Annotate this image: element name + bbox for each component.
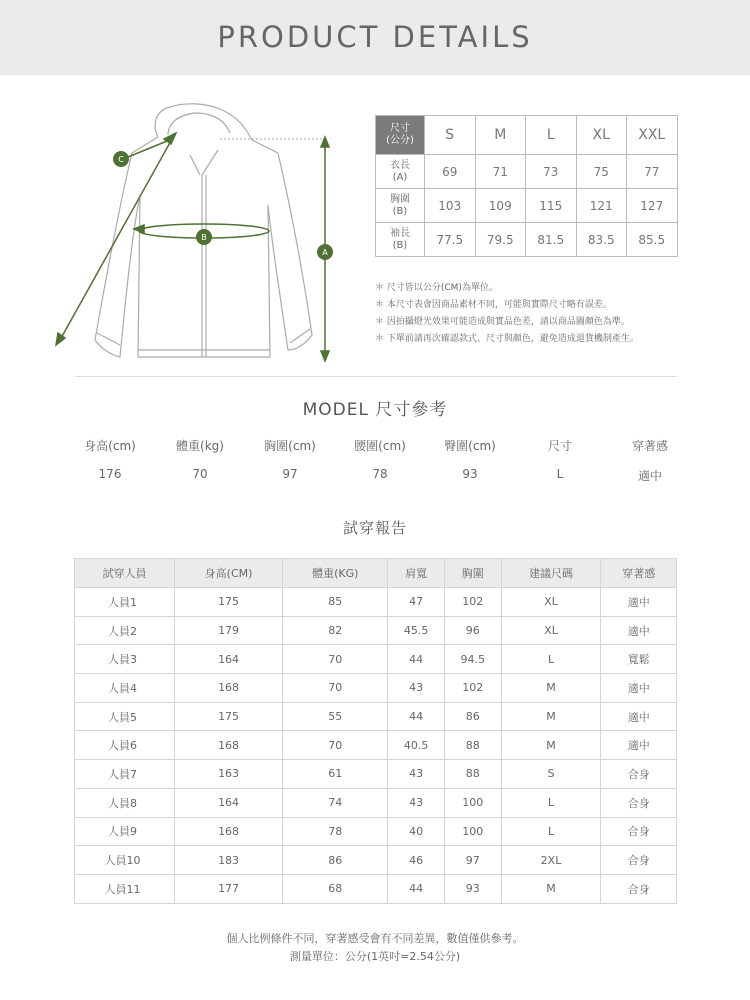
model-header-cell: 體重(kg) (176, 439, 224, 453)
report-cell: 175 (174, 588, 282, 617)
report-cell: 適中 (601, 616, 677, 645)
report-row (75, 645, 677, 674)
report-cell: M (501, 702, 601, 731)
model-header-row (65, 437, 695, 454)
corner-label-line: (公分) (386, 135, 414, 146)
report-cell: 68 (283, 874, 388, 903)
report-cell: 168 (174, 817, 282, 846)
report-cell: S (501, 760, 601, 789)
report-cell: L (501, 788, 601, 817)
dimension-label-a (317, 244, 333, 260)
model-values-row (65, 467, 695, 484)
size-header-cell: XXL (627, 116, 678, 155)
note-item: ＊ 下單前請再次確認款式、尺寸與顏色，避免造成退貨機制產生。 (375, 331, 735, 348)
model-header-cell: 胸圍(cm) (264, 439, 316, 453)
size-cell: 73 (526, 155, 577, 189)
report-cell: 人員10 (75, 846, 175, 875)
size-cell: 75 (576, 155, 627, 189)
report-row (75, 846, 677, 875)
size-cell: 69 (425, 155, 476, 189)
model-value-cell: 78 (372, 467, 388, 481)
model-header-cell: 身高(cm) (84, 439, 136, 453)
model-section-title: MODEL 尺寸參考 (302, 400, 448, 420)
report-cell: 人員6 (75, 731, 175, 760)
report-cell: 適中 (601, 702, 677, 731)
report-cell: 61 (283, 760, 388, 789)
footer-note (0, 930, 750, 966)
dimension-label-c (113, 151, 129, 167)
report-cell: 合身 (601, 846, 677, 875)
report-cell: 合身 (601, 760, 677, 789)
model-header-cell: 臀圍(cm) (444, 439, 496, 453)
model-value-cell: 176 (98, 467, 122, 481)
report-row (75, 674, 677, 703)
note-item: ＊ 尺寸皆以公分(CM)為單位。 (375, 280, 735, 297)
size-cell: 109 (475, 189, 526, 223)
report-cell: 96 (444, 616, 501, 645)
size-cell: 77.5 (425, 223, 476, 257)
report-cell: 179 (174, 616, 282, 645)
model-value-cell: 70 (192, 467, 208, 481)
jacket-measurement-diagram (40, 95, 370, 375)
report-row (75, 588, 677, 617)
section-divider (75, 376, 677, 377)
model-value-cell: 93 (462, 467, 478, 481)
size-chart-row-chest (376, 189, 678, 223)
report-cell: 70 (283, 674, 388, 703)
size-header-cell: S (425, 116, 476, 155)
report-row (75, 731, 677, 760)
size-chart-corner-label (376, 116, 425, 155)
size-cell: 79.5 (475, 223, 526, 257)
report-cell: 78 (283, 817, 388, 846)
report-row (75, 702, 677, 731)
svg-text:A: A (322, 248, 328, 257)
report-cell: 人員8 (75, 788, 175, 817)
report-cell: 合身 (601, 874, 677, 903)
model-header-cell: 尺寸 (547, 439, 572, 453)
size-chart-header-row (376, 116, 678, 155)
size-row-label: 衣長 (A) (376, 155, 425, 189)
report-cell: 合身 (601, 788, 677, 817)
svg-text:B: B (201, 233, 207, 242)
report-cell: 47 (388, 588, 445, 617)
report-cell: 40 (388, 817, 445, 846)
report-cell: M (501, 874, 601, 903)
report-cell: 88 (444, 760, 501, 789)
report-header-cell: 試穿人員 (75, 559, 175, 588)
size-cell: 121 (576, 189, 627, 223)
report-cell: 164 (174, 645, 282, 674)
report-cell: L (501, 645, 601, 674)
report-cell: 人員11 (75, 874, 175, 903)
report-cell: 168 (174, 731, 282, 760)
report-cell: 寬鬆 (601, 645, 677, 674)
report-cell: 40.5 (388, 731, 445, 760)
report-cell: 46 (388, 846, 445, 875)
report-cell: M (501, 731, 601, 760)
report-cell: 人員4 (75, 674, 175, 703)
fitting-report-title: 試穿報告 (342, 519, 407, 537)
report-cell: 合身 (601, 817, 677, 846)
model-value-cell: 97 (282, 467, 298, 481)
report-cell: 人員9 (75, 817, 175, 846)
report-cell: 88 (444, 731, 501, 760)
size-notes-list (375, 280, 735, 348)
report-cell: 100 (444, 817, 501, 846)
report-cell: 適中 (601, 674, 677, 703)
report-cell: 102 (444, 674, 501, 703)
report-cell: 44 (388, 874, 445, 903)
report-cell: 86 (444, 702, 501, 731)
report-cell: 82 (283, 616, 388, 645)
report-cell: 44 (388, 645, 445, 674)
report-cell: 85 (283, 588, 388, 617)
report-cell: 人員7 (75, 760, 175, 789)
report-cell: 人員3 (75, 645, 175, 674)
report-cell: 97 (444, 846, 501, 875)
svg-text:C: C (118, 155, 124, 164)
report-cell: 163 (174, 760, 282, 789)
report-cell: 70 (283, 645, 388, 674)
report-cell: 183 (174, 846, 282, 875)
report-cell: 177 (174, 874, 282, 903)
report-cell: 102 (444, 588, 501, 617)
report-cell: 人員2 (75, 616, 175, 645)
model-value-cell: 適中 (637, 469, 662, 483)
report-cell: 適中 (601, 731, 677, 760)
report-row (75, 788, 677, 817)
note-item: ＊ 本尺寸表會因商品素材不同，可能與實際尺寸略有誤差。 (375, 297, 735, 314)
report-cell: 人員1 (75, 588, 175, 617)
model-header-cell: 穿著感 (631, 439, 668, 453)
report-cell: 175 (174, 702, 282, 731)
report-cell: 86 (283, 846, 388, 875)
report-body (75, 588, 677, 904)
report-cell: 43 (388, 788, 445, 817)
size-cell: 115 (526, 189, 577, 223)
report-cell: 93 (444, 874, 501, 903)
report-header-cell: 建議尺碼 (501, 559, 601, 588)
size-row-label: 胸圍 (B) (376, 189, 425, 223)
page-header (0, 0, 750, 75)
report-header-cell: 肩寬 (388, 559, 445, 588)
report-row (75, 874, 677, 903)
report-header-cell: 穿著感 (601, 559, 677, 588)
report-row (75, 616, 677, 645)
report-row (75, 817, 677, 846)
page-title: PRODUCT DETAILS (217, 20, 533, 54)
report-cell: XL (501, 616, 601, 645)
model-header-cell: 腰圍(cm) (354, 439, 406, 453)
fitting-report-table (74, 558, 677, 904)
size-header-cell: M (475, 116, 526, 155)
report-cell: 70 (283, 731, 388, 760)
report-cell: 74 (283, 788, 388, 817)
size-header-cell: XL (576, 116, 627, 155)
note-item: ＊ 因拍攝燈光效果可能造成與實品色差，請以商品圖顏色為準。 (375, 314, 735, 331)
report-cell: 43 (388, 674, 445, 703)
report-cell: 168 (174, 674, 282, 703)
report-header-cell: 胸圍 (444, 559, 501, 588)
size-row-label: 袖長 (B) (376, 223, 425, 257)
report-header-cell: 體重(KG) (283, 559, 388, 588)
report-cell: 43 (388, 760, 445, 789)
report-cell: 人員5 (75, 702, 175, 731)
size-cell: 83.5 (576, 223, 627, 257)
size-header-cell: L (526, 116, 577, 155)
report-cell: 適中 (601, 588, 677, 617)
report-cell: L (501, 817, 601, 846)
report-cell: 44 (388, 702, 445, 731)
report-cell: 55 (283, 702, 388, 731)
report-cell: XL (501, 588, 601, 617)
size-cell: 71 (475, 155, 526, 189)
report-cell: 45.5 (388, 616, 445, 645)
report-cell: 164 (174, 788, 282, 817)
size-cell: 81.5 (526, 223, 577, 257)
size-chart-row-length (376, 155, 678, 189)
footer-line-1: 個人比例條件不同，穿著感受會有不同差異，數值僅供參考。 (226, 932, 524, 945)
size-cell: 103 (425, 189, 476, 223)
report-header-cell: 身高(CM) (174, 559, 282, 588)
report-cell: 2XL (501, 846, 601, 875)
model-value-cell: L (556, 467, 564, 481)
report-cell: 100 (444, 788, 501, 817)
size-cell: 77 (627, 155, 678, 189)
report-row (75, 760, 677, 789)
size-cell: 127 (627, 189, 678, 223)
report-cell: 94.5 (444, 645, 501, 674)
size-cell: 85.5 (627, 223, 678, 257)
corner-label-line: 尺寸 (390, 123, 410, 134)
size-chart-table (375, 115, 678, 257)
report-header-row (75, 559, 677, 588)
report-cell: M (501, 674, 601, 703)
size-chart-row-sleeve (376, 223, 678, 257)
footer-line-2: 測量單位：公分(1英吋=2.54公分) (289, 950, 461, 963)
dimension-label-b (196, 229, 212, 245)
